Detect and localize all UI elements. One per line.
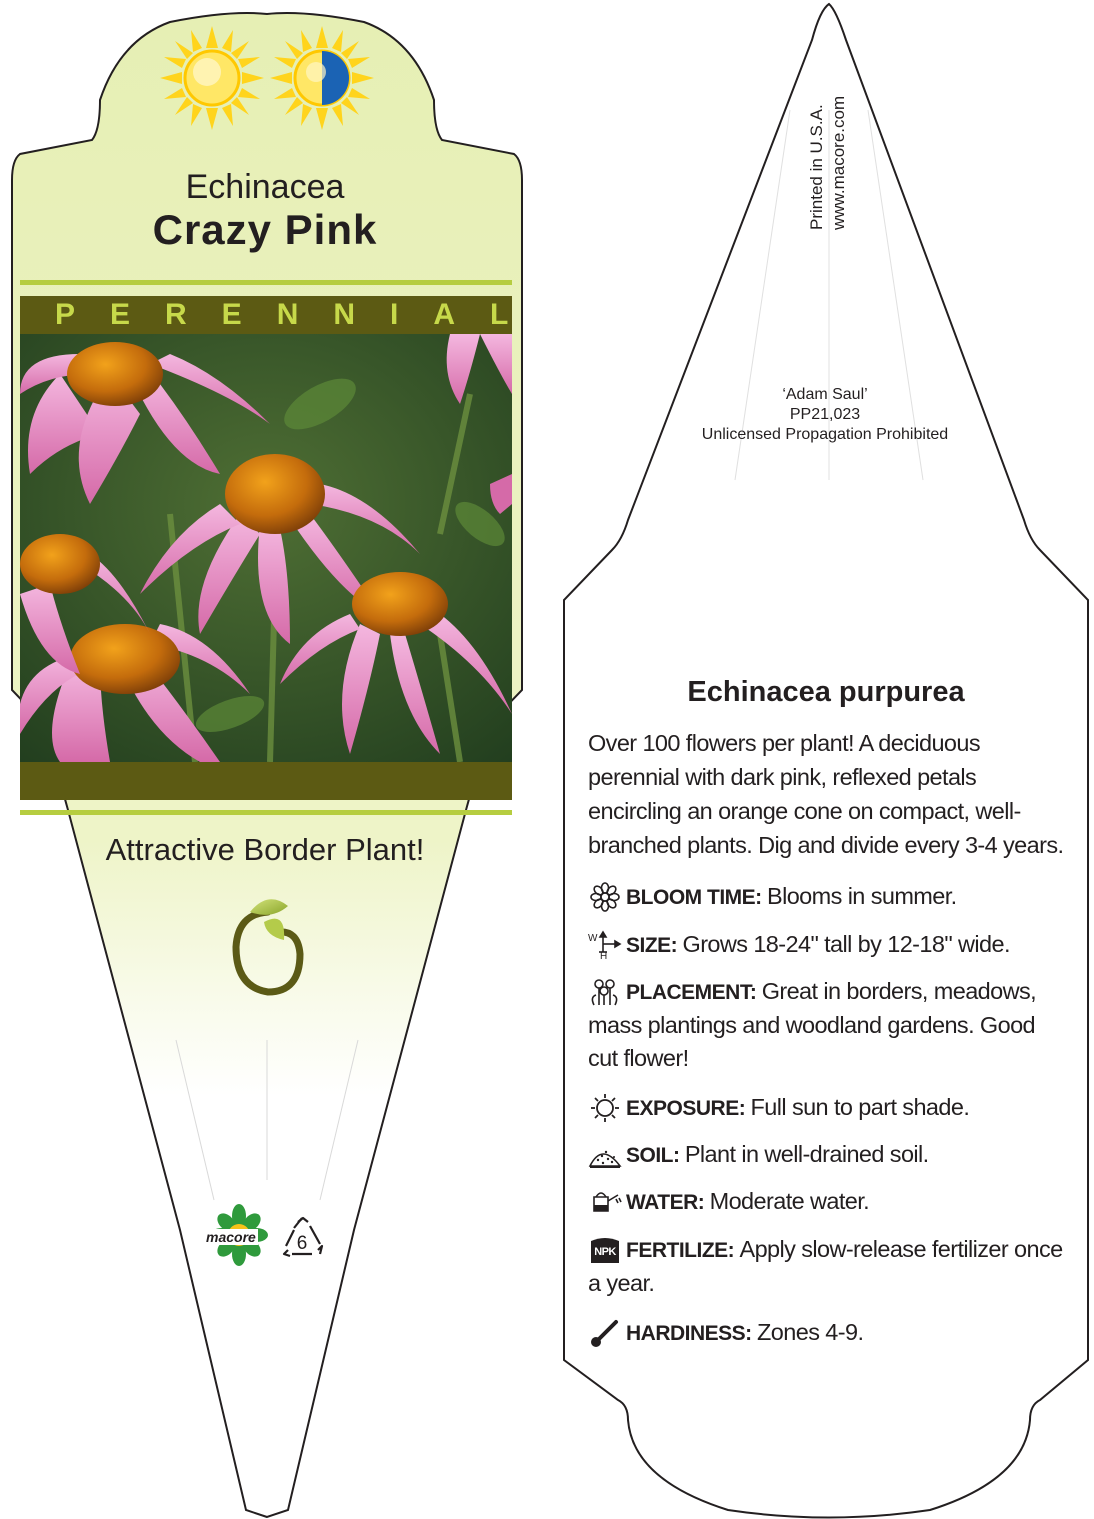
care-label: SOIL:: [626, 1144, 680, 1167]
thermometer-icon: [588, 1318, 622, 1344]
care-text: Great in borders, meadows, mass plantings and woodland gardens. Good cut flower!: [588, 978, 1037, 1071]
variety-name: Crazy Pink: [152, 206, 378, 253]
care-hardiness: [588, 1316, 1068, 1350]
propagation-notice: Unlicensed Propagation Prohibited: [701, 426, 949, 443]
care-label: WATER:: [626, 1191, 705, 1214]
print-info: [806, 0, 850, 230]
care-text: Plant in well-drained soil.: [684, 1141, 929, 1167]
watering-can-icon: [588, 1187, 622, 1213]
care-water: [588, 1185, 1068, 1219]
care-text: Blooms in summer.: [767, 883, 957, 909]
cultivar-block: [660, 385, 990, 445]
soil-icon: [588, 1140, 622, 1166]
part-shade-icon: [270, 26, 374, 130]
care-fertilize: [588, 1233, 1068, 1300]
flower-icon: [588, 882, 622, 908]
care-placement: [588, 975, 1068, 1075]
full-sun-icon: [160, 26, 264, 130]
care-label: EXPOSURE:: [626, 1097, 746, 1120]
botanical-name: Echinacea purpurea: [687, 676, 965, 708]
common-name: Echinacea: [185, 168, 345, 206]
care-text: Zones 4-9.: [757, 1319, 864, 1345]
bottom-band: [20, 762, 512, 800]
sprout-logo-icon: [228, 892, 308, 1002]
accent-rule: [20, 280, 512, 285]
care-label: SIZE:: [626, 934, 678, 957]
care-label: FERTILIZE:: [626, 1239, 735, 1262]
fertilizer-icon-text: NPK: [594, 1246, 616, 1258]
care-text: Apply slow-release fertilizer once a year.: [588, 1236, 1063, 1296]
size-icon: [588, 930, 622, 962]
sun-icon: [588, 1093, 622, 1119]
care-label: BLOOM TIME:: [626, 886, 762, 909]
care-label: HARDINESS:: [626, 1322, 752, 1345]
care-soil: [588, 1138, 1068, 1172]
printed-in: Printed in U.S.A.: [807, 104, 826, 230]
care-size: [588, 928, 1068, 962]
description: Over 100 flowers per plant! A deciduous perennial with dark pink, reflexed petals encircling an orange cone on compact, well-branched plants. Dig and divide every 3-4 years.: [588, 730, 1064, 858]
width-letter: W: [588, 933, 597, 944]
brand-logo-text: macore: [206, 1229, 256, 1245]
care-text: Moderate water.: [709, 1188, 870, 1214]
fertilizer-icon: [588, 1235, 622, 1261]
patent-number: PP21,023: [789, 406, 861, 423]
recycle-number: 6: [296, 1233, 308, 1254]
category-label: PERENNIAL: [55, 298, 544, 331]
care-bloom-time: [588, 880, 1068, 914]
cultivar-name: ‘Adam Saul’: [782, 386, 868, 403]
tagline: Attractive Border Plant!: [105, 832, 425, 867]
care-text: Full sun to part shade.: [750, 1094, 970, 1120]
height-letter: H: [600, 951, 607, 962]
website: www.macore.com: [829, 95, 848, 230]
accent-rule: [20, 810, 512, 815]
care-exposure: [588, 1091, 1068, 1125]
care-text: Grows 18-24" tall by 12-18" wide.: [682, 931, 1010, 957]
placement-icon: [588, 977, 622, 1003]
plant-photo: [20, 334, 512, 762]
care-label: PLACEMENT:: [626, 981, 757, 1004]
